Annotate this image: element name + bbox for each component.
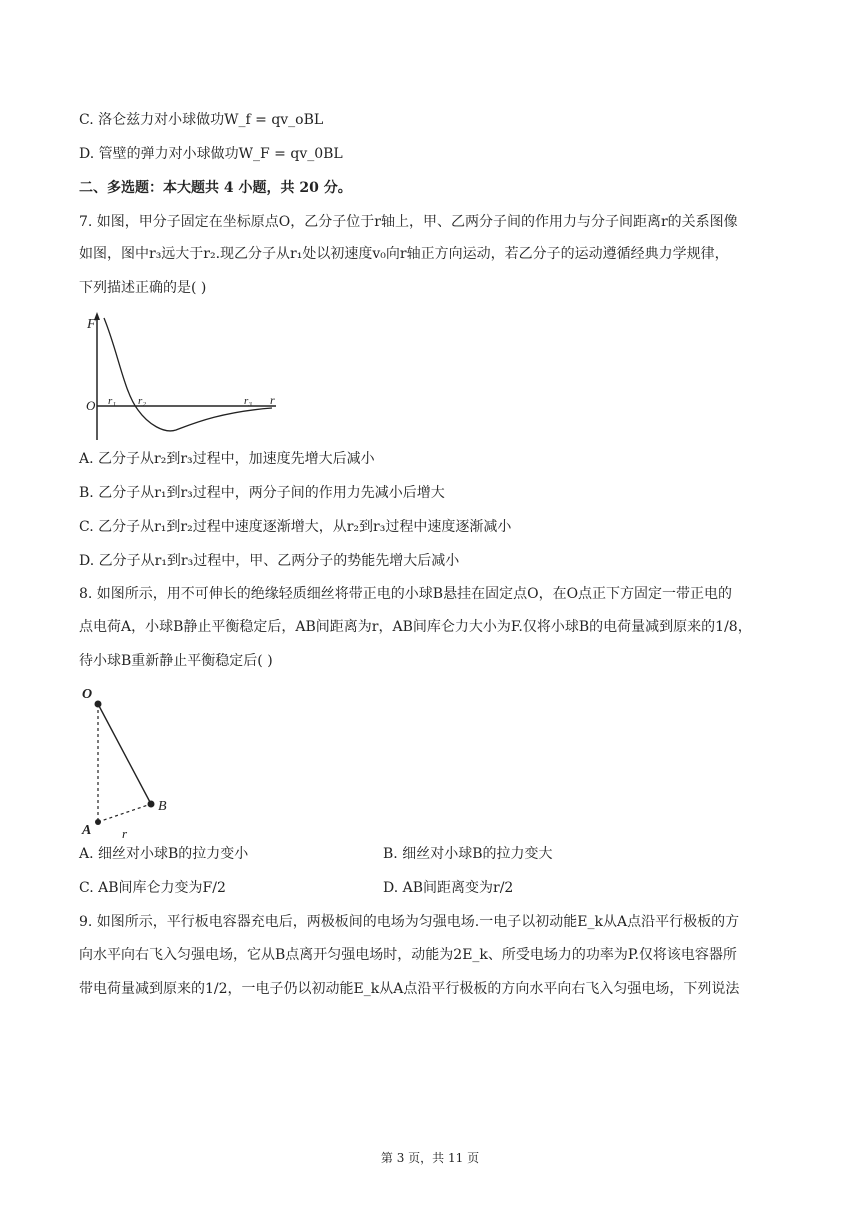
- q9-line-2: 向水平向右飞入匀强电场，它从B点离开匀强电场时，动能为2E_k、所受电场力的功率为P.仅将该电容器所: [79, 947, 737, 963]
- y-axis-label: F: [87, 317, 96, 332]
- q9-line-1: 9. 如图所示，平行板电容器充电后，两极板间的电场为匀强电场.一电子以初动能E_k从A点沿平行极板的方: [79, 914, 740, 930]
- pendulum-figure: [78, 682, 188, 840]
- origin-label: O: [86, 398, 96, 413]
- r2-label: r₂: [138, 395, 147, 407]
- q8-option-c: C. AB间库仑力变为F/2: [79, 880, 226, 896]
- q7-option-d: D. 乙分子从r₁到r₃过程中，甲、乙两分子的势能先增大后减小: [79, 553, 460, 569]
- option-c-prev: C. 洛仑兹力对小球做功W_f = qv_oBL: [79, 112, 324, 128]
- force-curve: [104, 318, 272, 431]
- option-d-prev: D. 管壁的弹力对小球做功W_F = qv_0BL: [79, 146, 343, 162]
- point-b-label: B: [158, 799, 167, 814]
- q7-line-3: 下列描述正确的是( ): [79, 280, 207, 296]
- q7-line-1: 7. 如图，甲分子固定在坐标原点O，乙分子位于r轴上，甲、乙两分子间的作用力与分子间距离r的关系图像: [79, 214, 738, 230]
- distance-r-label: r: [122, 826, 128, 840]
- q8-option-d: D. AB间距离变为r/2: [383, 880, 514, 896]
- q7-option-a: A. 乙分子从r₂到r₃过程中，加速度先增大后减小: [79, 451, 375, 467]
- r1-label: r₁: [108, 395, 117, 407]
- q8-option-b: B. 细丝对小球B的拉力变大: [383, 846, 553, 862]
- section-heading: 二、多选题：本大题共 4 小题，共 20 分。: [79, 180, 352, 196]
- q8-line-1: 8. 如图所示，用不可伸长的绝缘轻质细丝将带正电的小球B悬挂在固定点O，在O点正下方固定一带正电的: [79, 586, 733, 602]
- q9-line-3: 带电荷量减到原来的1/2，一电子仍以初动能E_k从A点沿平行极板的方向水平向右飞入匀强电场，下列说法: [79, 981, 740, 997]
- q7-option-c: C. 乙分子从r₁到r₂过程中速度逐渐增大，从r₂到r₃过程中速度逐渐减小: [79, 519, 512, 535]
- ab-dashed-line: [98, 804, 151, 822]
- x-axis-label: r: [270, 393, 275, 407]
- force-distance-graph: [80, 312, 280, 444]
- q8-option-a: A. 细丝对小球B的拉力变小: [79, 846, 249, 862]
- point-o-label: O: [82, 687, 93, 702]
- q7-line-2: 如图，图中r₃远大于r₂.现乙分子从r₁处以初速度v₀向r轴正方向运动，若乙分子的运动遵循经典力学规律，: [79, 246, 729, 262]
- thread: [98, 704, 151, 804]
- q8-line-2: 点电荷A，小球B静止平衡稳定后，AB间距离为r，AB间库仑力大小为F.仅将小球B的电荷量减到原来的1/8，: [79, 619, 752, 635]
- page-footer: 第 3 页，共 11 页: [380, 1151, 480, 1165]
- q7-option-b: B. 乙分子从r₁到r₃过程中，两分子间的作用力先减小后增大: [79, 485, 445, 501]
- q8-line-3: 待小球B重新静止平衡稳定后( ): [79, 653, 273, 669]
- r3-label: r₃: [244, 395, 253, 407]
- point-a-label: A: [82, 823, 92, 838]
